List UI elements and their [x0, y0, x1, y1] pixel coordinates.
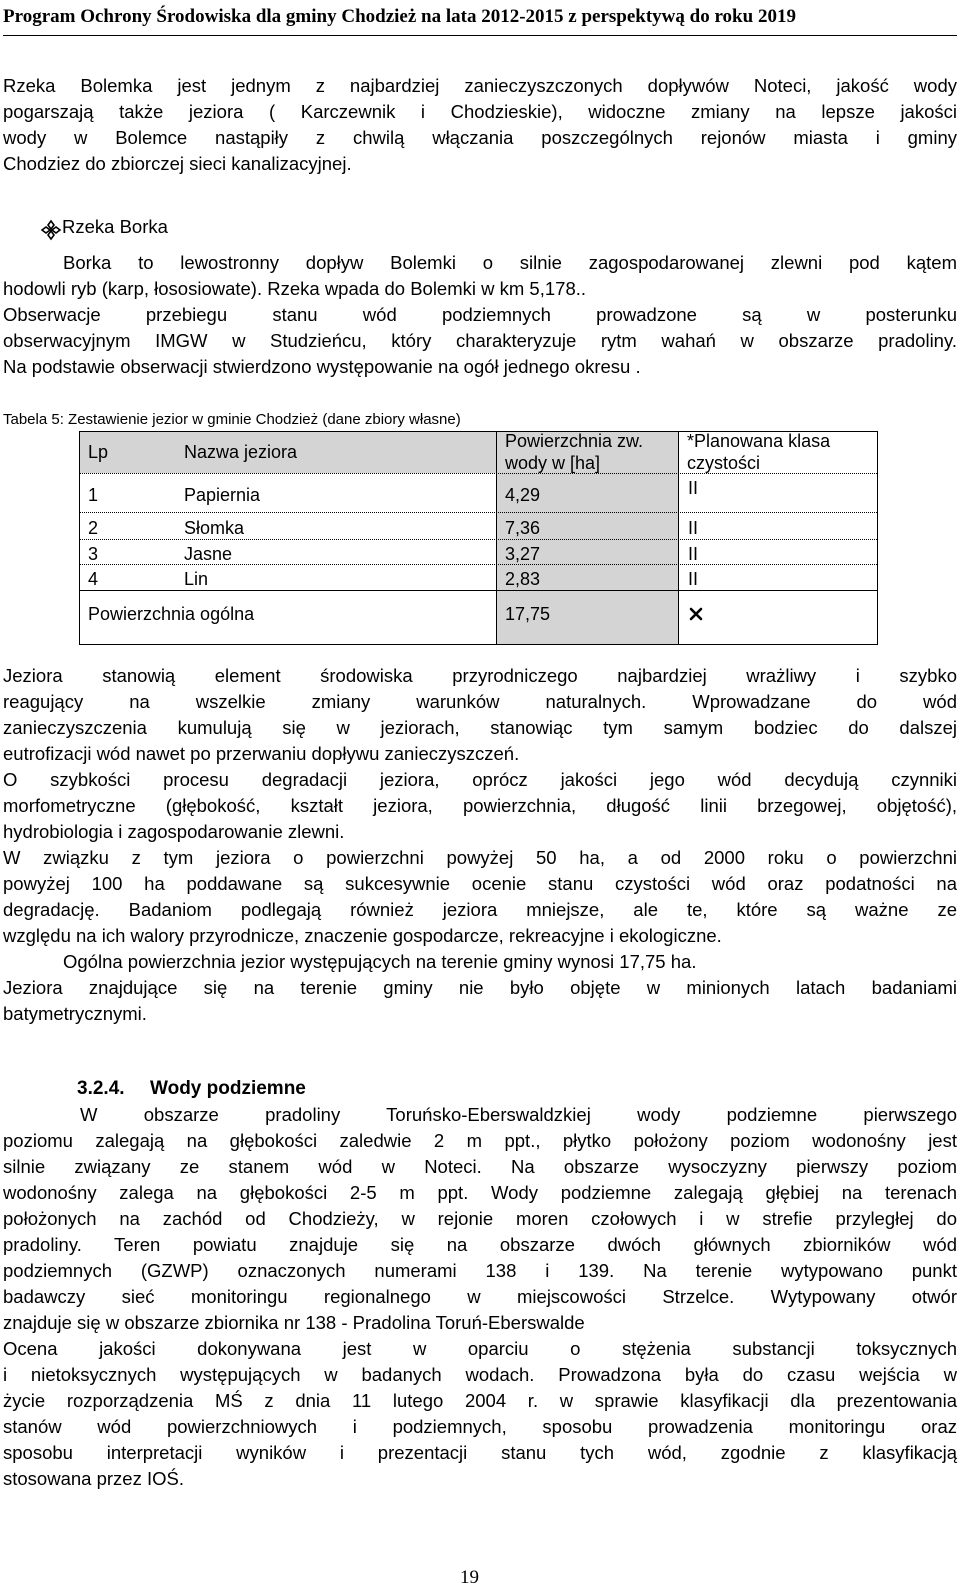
- cell-name: Papiernia: [184, 485, 261, 505]
- body-paragraph-4: Ogólna powierzchnia jezior występujących na terenie gminy wynosi 17,75 ha.: [63, 951, 697, 972]
- column-divider: [678, 432, 679, 644]
- cell-name: Jasne: [184, 544, 233, 564]
- column-divider: [496, 432, 497, 644]
- cell-area: 4,29: [505, 485, 541, 505]
- text-line: stanów wód powierzchniowych i podziemnych, sposobu prowadzenia monitoringu oraz: [3, 1416, 957, 1437]
- text-line: Jeziora znajdujące się na terenie gminy nie było objęte w minionych latach badaniami: [3, 977, 957, 998]
- text-line: życie rozporządzenia MŚ z dnia 11 lutego 2004 r. w sprawie klasyfikacji dla prezentowania: [3, 1390, 957, 1411]
- row-divider: [80, 539, 877, 540]
- cell-class: II: [688, 544, 699, 564]
- text-line: eutrofizacji wód nawet po przerwaniu dopływu zanieczyszczeń.: [3, 743, 520, 764]
- column-header-area-line1: Powierzchnia zw.: [505, 431, 644, 451]
- text-line: pradoliny. Teren powiatu znajduje się na obszarze dwóch głównych zbiorników wód: [3, 1234, 957, 1255]
- cell-lp: 2: [88, 518, 99, 538]
- cell-total-area: 17,75: [505, 604, 551, 624]
- text-line: podziemnych (GZWP) oznaczonych numerami 138 i 139. Na terenie wytypowano punkt: [3, 1260, 957, 1281]
- cell-lp: 1: [88, 485, 99, 505]
- row-divider: [80, 590, 877, 591]
- column-header-name: Nazwa jeziora: [184, 442, 298, 462]
- text-line: morfometryczne (głębokość, kształt jeziora, powierzchnia, długość linii brzegowej, objętość),: [3, 795, 957, 816]
- cell-area: 7,36: [505, 518, 541, 538]
- cell-area: 3,27: [505, 544, 541, 564]
- cell-lp: 4: [88, 569, 99, 589]
- cell-lp: 3: [88, 544, 99, 564]
- cell-class: II: [688, 569, 699, 589]
- text-line: W obszarze pradoliny Toruńsko-Eberswaldzkiej wody podziemne pierwszego: [80, 1104, 957, 1125]
- text-line: Na podstawie obserwacji stwierdzono występowanie na ogół jednego okresu .: [3, 356, 641, 377]
- text-line: stosowana przez IOŚ.: [3, 1468, 184, 1489]
- text-line: wody w Bolemce nastąpiły z chwilą włączania poszczególnych rejonów miasta i gminy: [3, 127, 957, 148]
- document-header: Program Ochrony Środowiska dla gminy Chodzież na lata 2012-2015 z perspektywą do roku 2019: [3, 6, 796, 27]
- cell-name: Słomka: [184, 518, 245, 538]
- bullet-heading: Rzeka Borka: [62, 216, 168, 237]
- text-line: zanieczyszczenia kumulują się w jeziorach, stanowiąc tym samym bodziec do dalszej: [3, 717, 957, 738]
- cross-mark-icon: [689, 607, 703, 621]
- text-line: O szybkości procesu degradacji jeziora, oprócz jakości jego wód decydują czynniki: [3, 769, 957, 790]
- column-header-lp: Lp: [88, 442, 109, 462]
- text-line: hodowli ryb (karp, łososiowate). Rzeka wpada do Bolemki w km 5,178..: [3, 278, 587, 299]
- text-line: pogarszają także jeziora ( Karczewnik i Chodzieskie), widoczne zmiany na lepsze jakości: [3, 101, 957, 122]
- row-divider: [80, 512, 877, 513]
- text-line: i nietoksycznych występujących w badanych wodach. Prowadzona była do czasu wejścia w: [3, 1364, 957, 1385]
- text-line: Ocena jakości dokonywana jest w oparciu o stężenia substancji toksycznych: [3, 1338, 957, 1359]
- section-title: Wody podziemne: [150, 1078, 306, 1099]
- text-line: W związku z tym jeziora o powierzchni powyżej 50 ha, a od 2000 roku o powierzchni: [3, 847, 957, 868]
- text-line: badawczy sieć monitoringu regionalnego w miejscowości Strzelce. Wytypowany otwór: [3, 1286, 957, 1307]
- text-line: silnie związany ze stanem wód w Noteci. Na obszarze wysoczyzny pierwszy poziom: [3, 1156, 957, 1177]
- column-header-class-line2: czystości: [687, 453, 761, 473]
- text-line: poziomu zalegają na głębokości zaledwie 2 m ppt., płytko położony poziom wodonośny jest: [3, 1130, 957, 1151]
- row-divider: [80, 473, 877, 474]
- text-line: obserwacyjnym IMGW w Studzieńcu, który charakteryzuje rytm wahań w obszarze pradoliny.: [3, 330, 957, 351]
- cell-name: Lin: [184, 569, 209, 589]
- text-line: Rzeka Bolemka jest jednym z najbardziej zanieczyszczonych dopływów Noteci, jakość wody: [3, 75, 957, 96]
- cell-class: II: [688, 518, 699, 538]
- column-header-area-line2: wody w [ha]: [505, 453, 601, 473]
- cell-area: 2,83: [505, 569, 541, 589]
- text-line: powyżej 100 ha poddawane są sukcesywnie ocenie stanu czystości wód oraz podatności na: [3, 873, 957, 894]
- header-rule: [3, 35, 957, 36]
- text-line: sposobu interpretacji wyników i prezentacji stanu tych wód, zgodnie z klasyfikacją: [3, 1442, 957, 1463]
- text-line: położonych na zachód od Chodzieży, w rejonie moren czołowych i w strefie przyległej do: [3, 1208, 957, 1229]
- text-line: Borka to lewostronny dopływ Bolemki o silnie zagospodarowanej zlewni pod kątem: [63, 252, 957, 273]
- diamond-bullet-icon: [40, 217, 62, 243]
- text-line: hydrobiologia i zagospodarowanie zlewni.: [3, 821, 345, 842]
- page-number: 19: [460, 1567, 479, 1588]
- text-line: Obserwacje przebiegu stanu wód podziemnych prowadzone są w posterunku: [3, 304, 957, 325]
- text-line: reagujący na wszelkie zmiany warunków naturalnych. Wprowadzane do wód: [3, 691, 957, 712]
- text-line: batymetrycznymi.: [3, 1003, 147, 1024]
- section-number: 3.2.4.: [77, 1078, 125, 1099]
- text-line: znajduje się w obszarze zbiornika nr 138 - Pradolina Toruń-Eberswalde: [3, 1312, 585, 1333]
- cell-class: II: [688, 478, 699, 498]
- text-line: Chodziez do zbiorczej sieci kanalizacyjnej.: [3, 153, 352, 174]
- text-line: Jeziora stanowią element środowiska przyrodniczego najbardziej wrażliwy i szybko: [3, 665, 957, 686]
- row-divider: [80, 564, 877, 565]
- text-line: względu na ich walory przyrodnicze, znaczenie gospodarcze, rekreacyjne i ekologiczne.: [3, 925, 722, 946]
- table-caption: Tabela 5: Zestawienie jezior w gminie Chodzież (dane zbiory własne): [3, 411, 461, 428]
- text-line: wodonośny zalega na głębokości 2-5 m ppt. Wody podziemne zalegają głębiej na terenach: [3, 1182, 957, 1203]
- text-line: degradację. Badaniom podlegają również jeziora mniejsze, ale te, które są ważne ze: [3, 899, 957, 920]
- column-header-class-line1: *Planowana klasa: [687, 431, 831, 451]
- cell-total-label: Powierzchnia ogólna: [88, 604, 255, 624]
- lakes-table: [79, 431, 878, 645]
